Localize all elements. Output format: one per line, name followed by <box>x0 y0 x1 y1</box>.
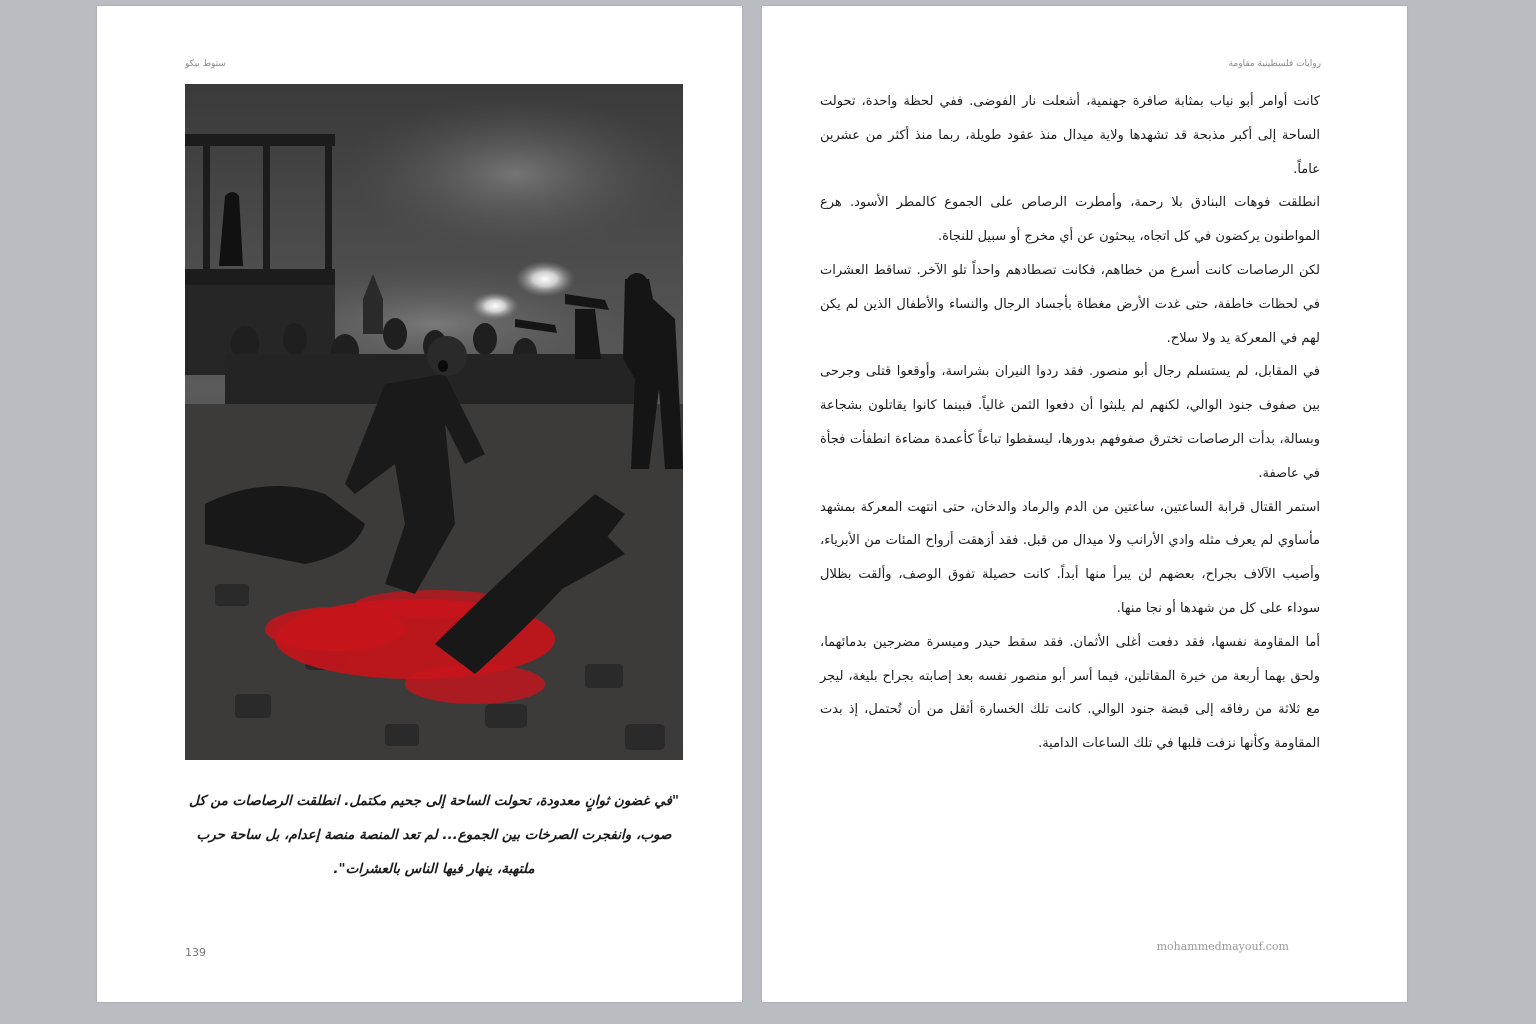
footer-website: mohammedmayouf.com <box>1156 940 1289 953</box>
page-number: 139 <box>185 946 206 959</box>
paragraph: انطلقت فوهات البنادق بلا رحمة، وأمطرت الرصاص على الجموع كالمطر الأسود. هرع المواطنون يركضون في كل اتجاه، يبحثون عن أي مخرج أو سبيل للنجاة. <box>820 195 1320 245</box>
muzzle-flash <box>515 261 575 297</box>
chapter-body-text <box>820 85 1320 761</box>
left-page <box>97 6 742 1002</box>
muzzle-flash <box>471 292 519 320</box>
massacre-illustration <box>185 84 683 760</box>
illustration-caption: "في غضون ثوانٍ معدودة، تحولت الساحة إلى جحيم مكتمل. انطلقت الرصاصات من كل صوب، وانفجرت الصرخات بين الجموع... لم تعد المنصة منصة إعدام، بل ساحة حرب ملتهبة، ينهار فيها الناس بالعشرات". <box>188 793 680 877</box>
paragraph: استمر القتال قرابة الساعتين، ساعتين من الدم والرماد والدخان، حتى انتهت المعركة بمشهد مأساوي لم يعرف مثله وادي الأرانب ولا ميدال من قبل. فقد أزهقت أرواح المئات من الأبرياء، وأصيب الآلاف بجراح، بعضهم لن يبرأ منها أبداً. كانت حصيلة تفوق الوصف، وألقت بظلال سوداء على كل من شهدها أو نجا منها. <box>820 499 1320 616</box>
paragraph: لكن الرصاصات كانت أسرع من خطاهم، فكانت تصطادهم واحداً تلو الآخر. تساقط العشرات في لحظات خاطفة، حتى غدت الأرض مغطاة بأجساد الرجال والنساء والأطفال الذين لم يكن لهم في المعركة يد ولا سلاح. <box>820 262 1320 346</box>
running-head-left: ستوط بيكو <box>185 59 226 69</box>
paragraph: كانت أوامر أبو نياب بمثابة صافرة جهنمية، أشعلت نار الفوضى. ففي لحظة واحدة، تحولت الساحة إلى أكبر مذبحة قد تشهدها ولاية ميدال منذ عقود طويلة، ربما منذ أكثر من عشرين عاماً. <box>820 94 1320 177</box>
paragraph: في المقابل، لم يستسلم رجال أبو منصور. فقد ردوا النيران بشراسة، وأوقعوا قتلى وجرحى بين صفوف جنود الوالي، لكنهم لم يلبثوا أن دفعوا الثمن غالياً. فبينما كانوا يقاتلون بشجاعة وبسالة، بدأت الرصاصات تخترق صفوفهم بدورها، ليسقطوا تباعاً كأعمدة مضاءة انطفأت فجأة في عاصفة. <box>820 364 1320 481</box>
smoke-cloud <box>345 94 683 254</box>
paragraph: أما المقاومة نفسها، فقد دفعت أغلى الأثمان. فقد سقط حيدر وميسرة مضرجين بدمائهما، ولحق بهما أربعة من خيرة المقاتلين، فيما أسر أبو منصور نفسه بعد إصابته بجراح بليغة، ليجر مع ثلاثة من رفاقه إلى قبضة جنود الوالي. كانت تلك الخسارة أثقل من أن تُحتمل، إذ بدت المقاومة وكأنها نزفت قلبها في تلك الساعات الدامية. <box>820 634 1320 752</box>
right-page <box>762 6 1407 1002</box>
running-head-right: روايات فلسطينية مقاومة <box>1228 59 1321 69</box>
